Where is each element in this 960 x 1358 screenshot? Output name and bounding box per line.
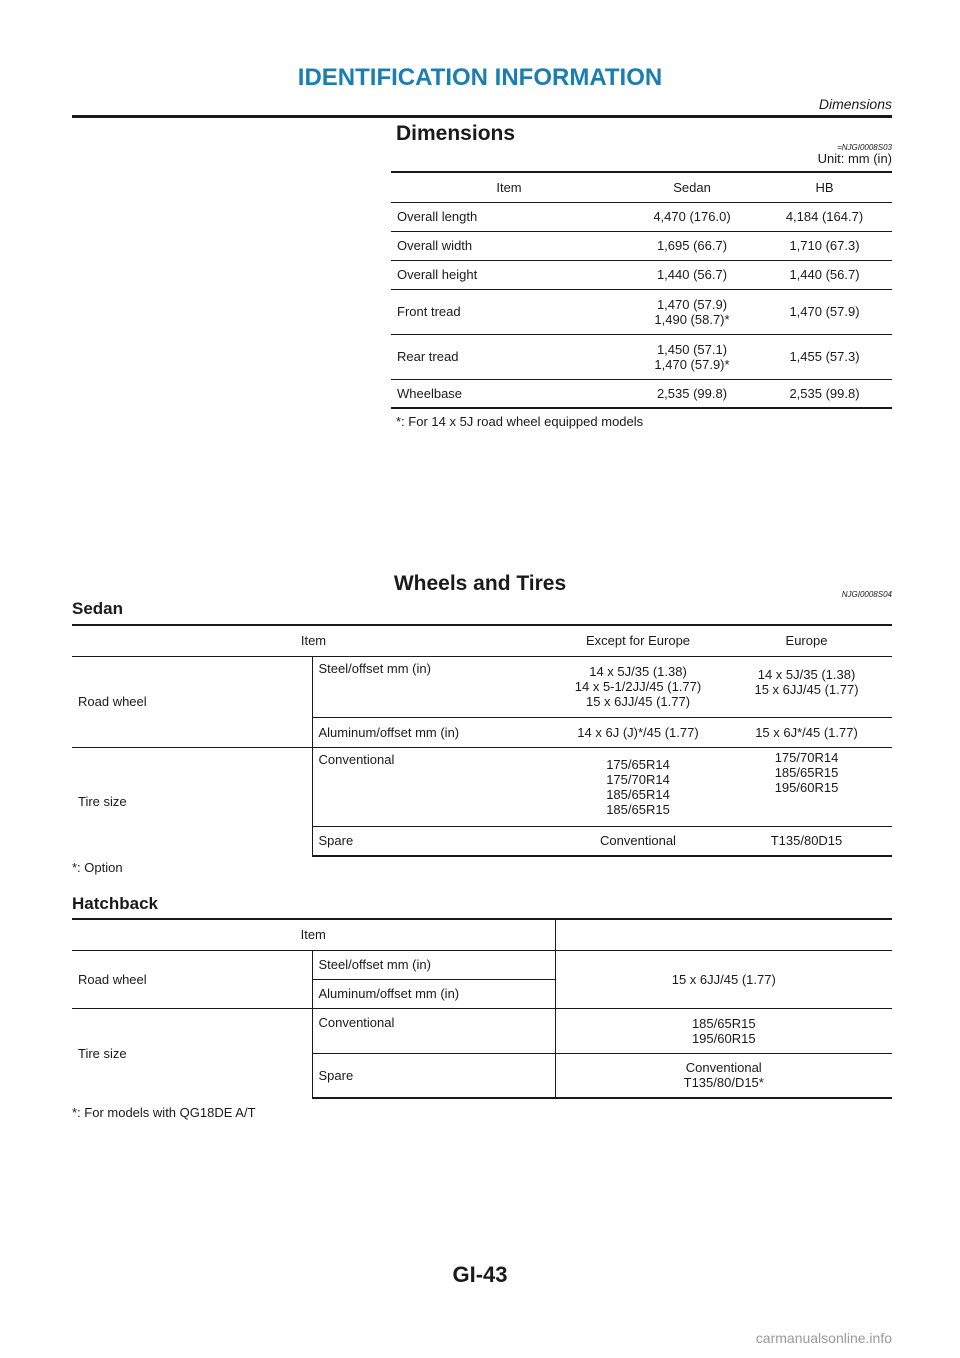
cell-line: 185/65R15 <box>691 1015 756 1031</box>
dimensions-ref: =NJGI0008S03 <box>837 143 892 152</box>
wheel-value: 15 x 6JJ/45 (1.77) <box>555 950 892 1008</box>
aluminum-europe: 15 x 6J*/45 (1.77) <box>721 717 892 747</box>
row-hb: 2,535 (99.8) <box>757 379 892 408</box>
steel-offset-label: Steel/offset mm (in) <box>312 656 555 717</box>
row-hb: 1,470 (57.9) <box>757 289 892 334</box>
table-header-row <box>72 919 892 950</box>
aluminum-offset-label: Aluminum/offset mm (in) <box>312 717 555 747</box>
cell-line: 175/70R14 <box>774 749 839 765</box>
hatchback-title: Hatchback <box>72 894 158 913</box>
cell-line: 1,470 (57.9) <box>656 296 728 312</box>
cell-line: 195/60R15 <box>691 1030 756 1046</box>
cell-line: 175/65R14 <box>606 756 670 772</box>
cell-line: 14 x 5J/35 (1.38) <box>589 664 687 679</box>
col-header-item: Item <box>391 172 627 202</box>
table-row <box>72 950 892 979</box>
steel-offset-label: Steel/offset mm (in) <box>312 950 555 979</box>
row-sedan: 2,535 (99.8) <box>627 379 757 408</box>
table-row <box>391 379 892 408</box>
dimensions-note: *: For 14 x 5J road wheel equipped models <box>396 414 644 429</box>
hatchback-table <box>72 918 892 1099</box>
table-row <box>391 231 892 260</box>
sedan-note: *: Option <box>72 860 123 875</box>
spare-except-europe: Conventional <box>555 826 721 856</box>
spare-label: Spare <box>312 1053 555 1098</box>
col-header-blank <box>555 919 892 950</box>
row-item: Overall height <box>391 260 627 289</box>
cell-line: 1,450 (57.1) <box>656 341 728 357</box>
wheels-ref: NJGI0008S04 <box>841 590 892 599</box>
table-header-row <box>391 172 892 202</box>
row-item: Overall length <box>391 202 627 231</box>
hatchback-note: *: For models with QG18DE A/T <box>72 1105 256 1120</box>
conventional-values <box>555 1008 892 1053</box>
watermark: carmanualsonline.info <box>755 1330 892 1346</box>
spare-europe: T135/80D15 <box>721 826 892 856</box>
row-sedan <box>627 334 757 379</box>
cell-line: 195/60R15 <box>774 779 839 795</box>
page-number: GI-43 <box>452 1262 508 1287</box>
cell-line: 1,490 (58.7)* <box>654 311 730 327</box>
page-header-title: IDENTIFICATION INFORMATION <box>297 64 663 91</box>
aluminum-except-europe: 14 x 6J (J)*/45 (1.77) <box>555 717 721 747</box>
spare-label: Spare <box>312 826 555 856</box>
spare-values <box>555 1053 892 1098</box>
row-sedan <box>627 289 757 334</box>
cell-line: 185/65R15 <box>774 764 839 780</box>
row-sedan: 1,440 (56.7) <box>627 260 757 289</box>
page-header-subtitle: Dimensions <box>818 96 892 112</box>
road-wheel-label: Road wheel <box>72 950 312 1008</box>
row-hb: 1,455 (57.3) <box>757 334 892 379</box>
conventional-europe <box>721 747 892 826</box>
row-hb: 1,710 (67.3) <box>757 231 892 260</box>
cell-line: 14 x 5-1/2JJ/45 (1.77) <box>574 679 702 694</box>
dimensions-unit: Unit: mm (in) <box>817 151 892 166</box>
cell-line: 185/65R14 <box>606 786 670 802</box>
cell-line: Conventional <box>685 1060 762 1076</box>
table-row <box>391 260 892 289</box>
steel-europe <box>721 656 892 717</box>
table-row <box>72 747 892 826</box>
row-hb: 4,184 (164.7) <box>757 202 892 231</box>
sedan-table <box>72 624 892 857</box>
col-header-except-europe: Except for Europe <box>555 625 721 656</box>
row-hb: 1,440 (56.7) <box>757 260 892 289</box>
cell-line: 14 x 5J/35 (1.38) <box>757 666 856 682</box>
dimensions-table <box>391 171 892 409</box>
col-header-sedan: Sedan <box>627 172 757 202</box>
conventional-label: Conventional <box>312 1008 555 1053</box>
cell-line: T135/80/D15* <box>683 1075 764 1091</box>
table-row <box>72 1008 892 1053</box>
col-header-item: Item <box>72 625 555 656</box>
conventional-label: Conventional <box>312 747 555 826</box>
table-row <box>72 656 892 717</box>
cell-line: 1,470 (57.9)* <box>654 356 730 372</box>
table-row <box>391 202 892 231</box>
col-header-item: Item <box>72 919 555 950</box>
table-header-row <box>72 625 892 656</box>
row-item: Rear tread <box>391 334 627 379</box>
cell-line: 175/70R14 <box>606 771 670 787</box>
col-header-europe: Europe <box>721 625 892 656</box>
header-rule <box>72 115 892 118</box>
wheels-title: Wheels and Tires <box>393 572 567 595</box>
sedan-title: Sedan <box>72 599 124 618</box>
dimensions-title: Dimensions <box>396 122 516 145</box>
row-item: Front tread <box>391 289 627 334</box>
conventional-except-europe <box>555 747 721 826</box>
row-item: Wheelbase <box>391 379 627 408</box>
road-wheel-label: Road wheel <box>72 656 312 747</box>
row-item: Overall width <box>391 231 627 260</box>
table-row <box>391 334 892 379</box>
tire-size-label: Tire size <box>72 747 312 856</box>
table-row <box>391 289 892 334</box>
row-sedan: 4,470 (176.0) <box>627 202 757 231</box>
cell-line: 15 x 6JJ/45 (1.77) <box>754 681 859 697</box>
tire-size-label: Tire size <box>72 1008 312 1098</box>
aluminum-offset-label: Aluminum/offset mm (in) <box>312 979 555 1008</box>
steel-except-europe <box>555 656 721 717</box>
cell-line: 185/65R15 <box>606 801 670 817</box>
cell-line: 15 x 6JJ/45 (1.77) <box>585 694 691 709</box>
col-header-hb: HB <box>757 172 892 202</box>
row-sedan: 1,695 (66.7) <box>627 231 757 260</box>
